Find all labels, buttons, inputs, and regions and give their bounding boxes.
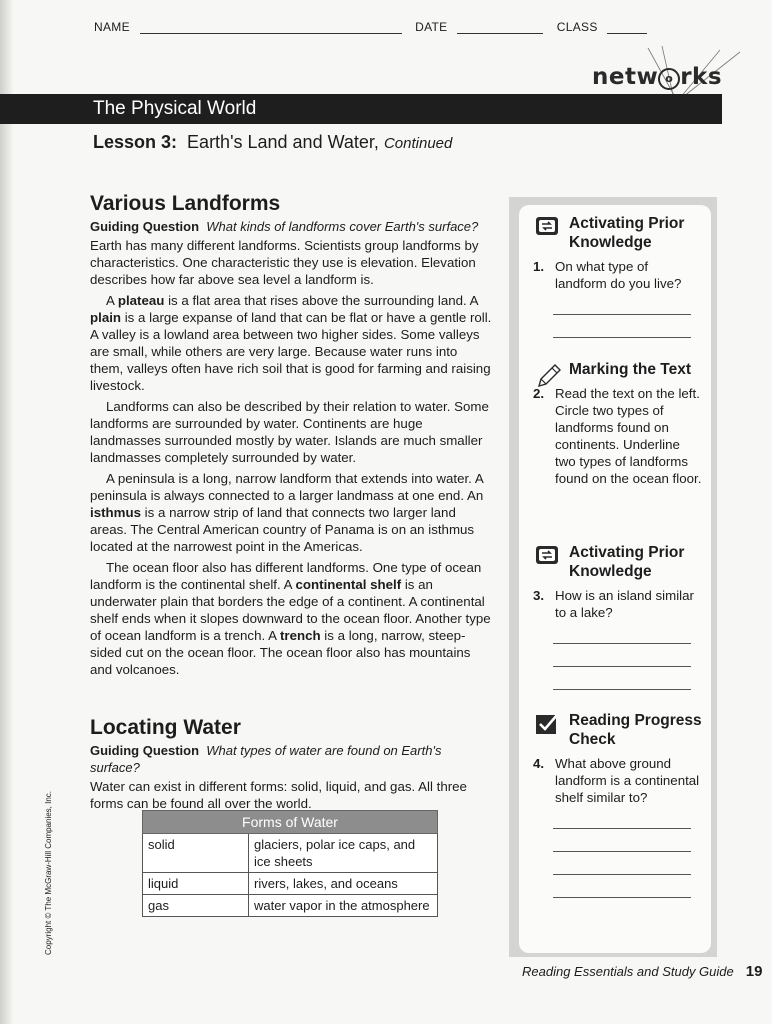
page-spine-shadow bbox=[0, 0, 14, 1024]
page-number: 19 bbox=[745, 963, 763, 980]
unit-banner bbox=[0, 94, 722, 124]
class-line[interactable] bbox=[607, 33, 647, 34]
sidebar-section-progress: Reading Progress Check 4. What above ground landform is a continental shelf similar to? bbox=[533, 711, 703, 898]
water-guiding-question: Guiding Question What types of water are found on Earth's surface? bbox=[90, 743, 442, 775]
answer-line-4b[interactable] bbox=[553, 829, 691, 852]
answer-line-3b[interactable] bbox=[553, 644, 691, 667]
landforms-paragraph-2: A plateau is a flat area that rises above the surrounding land. A plain is a large expanse of land that can be flat or have a gentle roll. A valley is a lowland area between two higher sides. Some valleys are small, while others are very large. Because water runs into them, valleys often have rich soil that is good for farming and raising livestock. bbox=[90, 293, 492, 393]
answer-line-4d[interactable] bbox=[553, 875, 691, 898]
landforms-paragraph-3: Landforms can also be described by their relation to water. Some landforms are surrounded by water. Continents are huge landmasses surrounded mostly by water. Islands are much smaller landmasses completely surrounded by water. bbox=[90, 399, 489, 465]
activating-knowledge-icon bbox=[535, 216, 559, 236]
date-label: DATE bbox=[415, 20, 448, 34]
date-line[interactable] bbox=[457, 33, 543, 34]
water-paragraph-1: Water can exist in different forms: solid, liquid, and gas. All three forms can be found all over the world. bbox=[90, 779, 467, 811]
name-label: NAME bbox=[94, 20, 130, 34]
term-plain: plain bbox=[90, 310, 122, 325]
term-isthmus: isthmus bbox=[90, 505, 141, 520]
answer-line-3a[interactable] bbox=[553, 621, 691, 644]
question-3: How is an island similar to a lake? bbox=[555, 588, 694, 620]
water-section bbox=[90, 716, 492, 816]
copyright-notice: Copyright © The McGraw-Hill Companies, Inc. bbox=[44, 790, 53, 955]
activating-knowledge-icon bbox=[535, 545, 559, 565]
term-continental-shelf: continental shelf bbox=[295, 577, 402, 592]
table-title: Forms of Water bbox=[143, 811, 438, 834]
answer-line-4c[interactable] bbox=[553, 852, 691, 875]
unit-title: The Physical World bbox=[93, 98, 257, 119]
table-row: gas water vapor in the atmosphere bbox=[143, 895, 438, 917]
landforms-section bbox=[90, 192, 492, 682]
landforms-paragraph-5: The ocean floor also has different landforms. One type of ocean landform is the continental shelf. A continental shelf is an underwater plain that borders the edge of a continent. A continental shelf ends when it slopes downward to the ocean floor. Another type of ocean landform is a trench. A trench is a long, narrow, steep-sided cut on the ocean floor. The ocean floor also has mountains and volcanoes. bbox=[90, 560, 491, 677]
guide-title: Reading Essentials and Study Guide bbox=[522, 964, 734, 979]
lesson-title: Lesson 3: Earth's Land and Water, Continued bbox=[93, 132, 453, 152]
sidebar-section-activating-1: Activating Prior Knowledge 1. On what type of landform do you live? bbox=[533, 214, 703, 338]
question-4: What above ground landform is a continental shelf similar to? bbox=[555, 756, 700, 805]
table-row: solid glaciers, polar ice caps, and ice sheets bbox=[143, 834, 438, 873]
term-trench: trench bbox=[279, 628, 321, 643]
sidebar-section-activating-2: Activating Prior Knowledge 3. How is an island similar to a lake? bbox=[533, 543, 703, 690]
landforms-paragraph-4: A peninsula is a long, narrow landform that extends into water. A peninsula is always connected to a larger landmass at one end. An isthmus is a narrow strip of land that connects two larger land areas. The Central American country of Panama is on an isthmus located at the narrowest point in the Americas. bbox=[90, 471, 484, 554]
question-1: On what type of landform do you live? bbox=[555, 259, 682, 291]
answer-line-4a[interactable] bbox=[553, 806, 691, 829]
landforms-heading: Various Landforms bbox=[90, 192, 281, 215]
question-2: Read the text on the left. Circle two types of landforms found on continents. Underline two types of landforms found on the ocean floor. bbox=[555, 386, 702, 486]
term-plateau: plateau bbox=[117, 293, 165, 308]
sidebar-section-marking: Marking the Text 2. Read the text on the left. Circle two types of landforms found on continents. Underline two types of landforms found on the ocean floor. bbox=[533, 361, 702, 486]
checkbox-check-icon bbox=[535, 713, 559, 735]
landforms-paragraph-1: Earth has many different landforms. Scientists group landforms by characteristics. One characteristic they use is elevation. Elevation describes how far above sea level a landform is. bbox=[90, 238, 479, 287]
name-line[interactable] bbox=[140, 33, 402, 34]
answer-line-1b[interactable] bbox=[553, 315, 691, 338]
table-row: liquid rivers, lakes, and oceans bbox=[143, 873, 438, 895]
pencil-icon bbox=[535, 362, 561, 390]
answer-line-1a[interactable] bbox=[553, 292, 691, 315]
student-info-header bbox=[94, 20, 647, 34]
water-heading: Locating Water bbox=[90, 716, 241, 739]
networks-logo: netw o rks bbox=[592, 64, 723, 90]
page-footer bbox=[522, 963, 762, 980]
answer-line-3c[interactable] bbox=[553, 667, 691, 690]
class-label: CLASS bbox=[556, 20, 598, 34]
landforms-guiding-question: Guiding Question What kinds of landforms cover Earth's surface? bbox=[90, 219, 479, 234]
forms-of-water-table bbox=[142, 810, 438, 917]
